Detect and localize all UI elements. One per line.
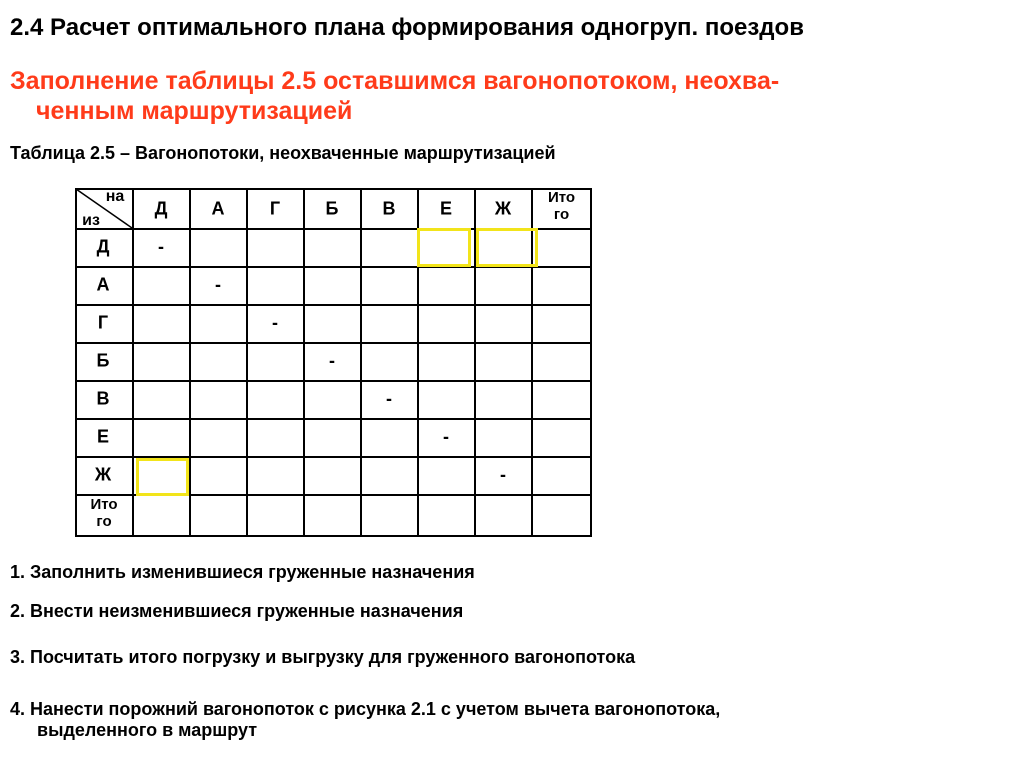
diagonal-dash: - xyxy=(272,312,278,333)
grid-line xyxy=(75,304,592,306)
step-1: 1. Заполнить изменившиеся груженные назначения xyxy=(10,562,475,582)
highlight-cell-d-e xyxy=(417,228,471,267)
grid-line xyxy=(360,188,362,537)
col-header-e: Е xyxy=(439,198,453,219)
grid-line xyxy=(75,418,592,420)
total-row-line-1: Ито xyxy=(90,496,118,513)
row-header-a: А xyxy=(96,274,110,295)
col-header-a: А xyxy=(211,198,225,219)
grid-line xyxy=(189,188,191,537)
step-3: 3. Посчитать итого погрузку и выгрузку для груженного вагонопотока xyxy=(10,647,636,667)
col-header-b: Б xyxy=(325,198,339,219)
col-header-d: Д xyxy=(154,198,168,219)
step-2: 2. Внести неизменившиеся груженные назначения xyxy=(10,601,464,621)
grid-line xyxy=(303,188,305,537)
grid-line xyxy=(246,188,248,537)
slide-subtitle xyxy=(10,66,779,126)
total-header-line-2: го xyxy=(553,206,570,223)
row-header-total xyxy=(76,496,132,530)
diagonal-dash: - xyxy=(158,236,164,257)
diagonal-dash: - xyxy=(443,426,449,447)
col-header-total xyxy=(533,189,590,223)
highlight-cell-zh-d xyxy=(136,458,189,496)
diagonal-dash: - xyxy=(329,350,335,371)
row-header-v: В xyxy=(96,388,110,409)
slide-title: 2.4 Расчет оптимального плана формирования одногруп. поездов xyxy=(10,14,804,41)
col-header-g: Г xyxy=(269,198,281,219)
grid-line xyxy=(590,188,592,537)
table-caption: Таблица 2.5 – Вагонопотоки, неохваченные маршрутизацией xyxy=(10,143,556,163)
step-4: 4. Нанести порожний вагонопоток с рисунка 2.1 с учетом вычета вагонопотока, xyxy=(10,699,721,719)
diagonal-dash: - xyxy=(386,388,392,409)
subtitle-line-1: Заполнение таблицы 2.5 оставшимся вагонопотоком, неохва- xyxy=(10,67,780,95)
col-header-zh: Ж xyxy=(494,198,512,219)
highlight-cell-d-zh xyxy=(476,228,538,267)
diagonal-dash: - xyxy=(500,464,506,485)
grid-line xyxy=(75,380,592,382)
grid-line xyxy=(75,342,592,344)
row-header-zh: Ж xyxy=(94,464,112,485)
step-4-continued: выделенного в маршрут xyxy=(37,720,258,740)
corner-to-label: на xyxy=(105,188,125,205)
row-header-e: Е xyxy=(96,426,110,447)
subtitle-line-2: ченным маршрутизацией xyxy=(36,97,353,125)
flow-table xyxy=(75,188,592,537)
row-header-g: Г xyxy=(97,312,109,333)
row-header-d: Д xyxy=(96,236,110,257)
col-header-v: В xyxy=(382,198,396,219)
corner-from-label: из xyxy=(82,212,100,229)
grid-line xyxy=(75,535,592,537)
diagonal-dash: - xyxy=(215,274,221,295)
grid-line xyxy=(75,188,77,537)
grid-line xyxy=(132,188,134,537)
total-header-line-1: Ито xyxy=(547,189,576,206)
grid-line xyxy=(75,188,592,190)
row-header-b: Б xyxy=(96,350,110,371)
total-row-line-2: го xyxy=(96,513,112,530)
